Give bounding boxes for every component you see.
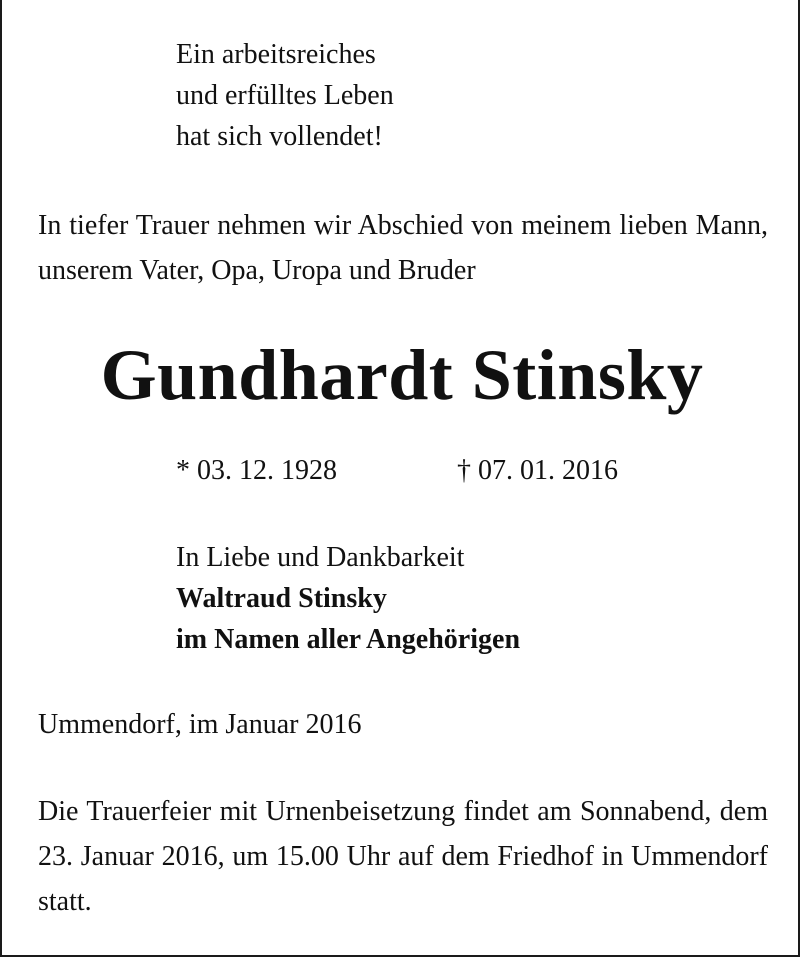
closing-line: In Liebe und Dankbarkeit [176,542,465,573]
motto-line-2: und erfülltes Leben [176,80,394,111]
intro-paragraph: In tiefer Trauer nehmen wir Abschied von meinem lieben Mann, unserem Vater, Opa, Uropa und Bruder [38,210,768,286]
mourner-name: Waltraud Stinsky [176,583,387,614]
motto-line-1: Ein arbeitsreiches [176,39,376,70]
mourner-relatives: im Namen aller Angehörigen [176,624,521,655]
ceremony-paragraph: Die Trauerfeier mit Urnenbeisetzung findet am Sonnabend, dem 23. Januar 2016, um 15.00 Uhr auf dem Friedhof in Ummendorf statt. [38,796,768,917]
motto-line-3: hat sich vollendet! [176,121,383,152]
birth-date: * 03. 12. 1928 [176,455,337,486]
deceased-name: Gundhardt Stinsky [100,335,704,415]
death-date: † 07. 01. 2016 [457,455,618,486]
place-date: Ummendorf, im Januar 2016 [38,709,362,740]
